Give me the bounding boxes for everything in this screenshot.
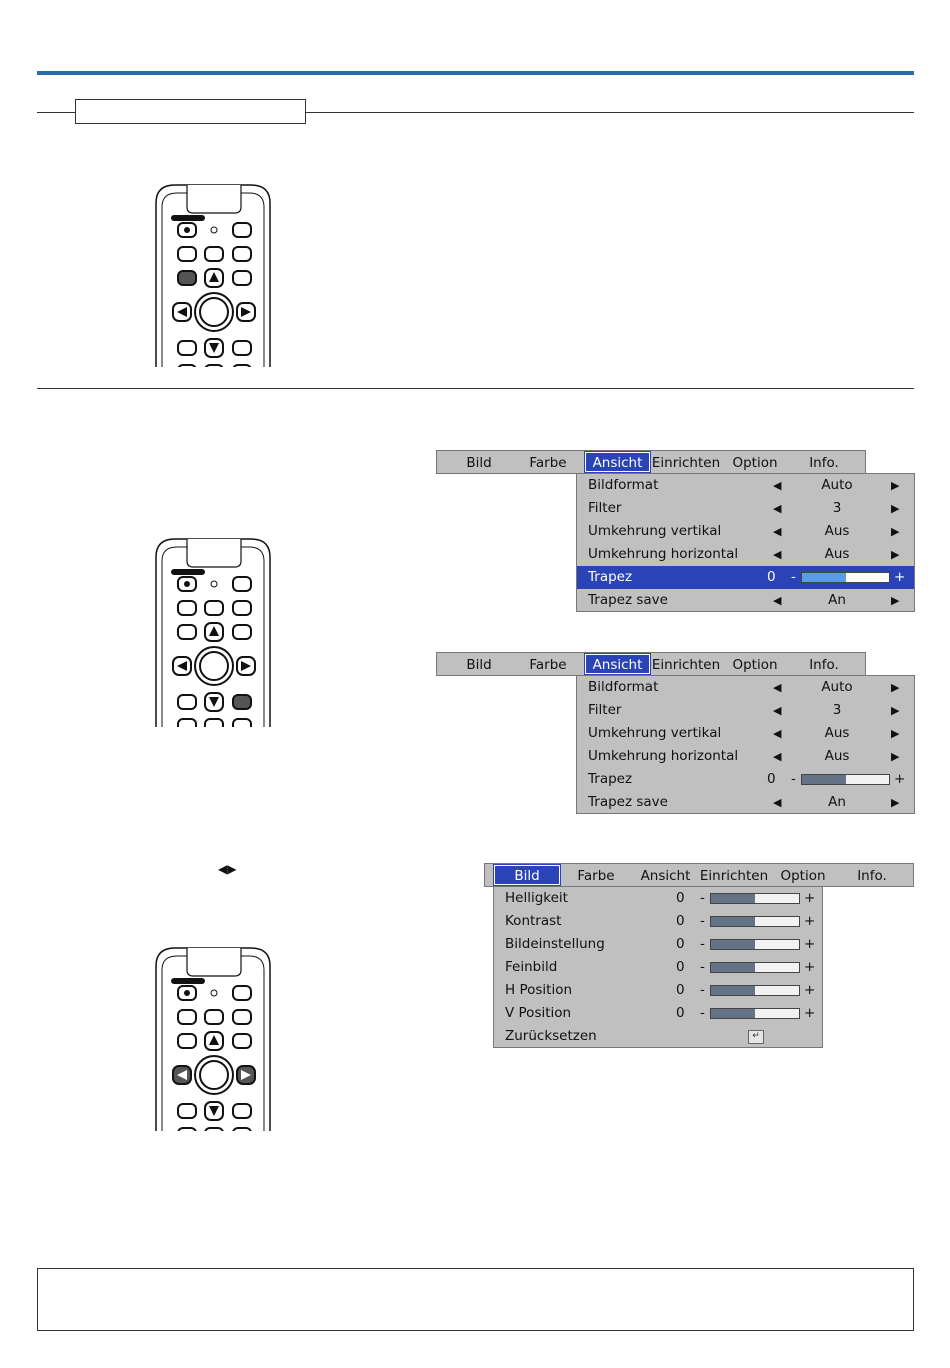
row-label: Trapez [588, 569, 633, 585]
row-label: Trapez save [588, 592, 668, 608]
slider-fill [711, 940, 755, 949]
menu-row-umkehrung-horizontal[interactable] [577, 543, 914, 566]
arrow-left-icon[interactable]: ◀ [773, 479, 782, 492]
row-value: Aus [824, 725, 850, 741]
tab-info[interactable]: Info. [809, 455, 839, 471]
tab-einrichten[interactable]: Einrichten [699, 868, 769, 884]
section-rule-left [37, 112, 75, 113]
h-position-slider[interactable] [710, 985, 800, 996]
arrow-right-icon[interactable]: ▶ [891, 681, 900, 694]
left-right-arrows-icon: ◀▶ [218, 862, 237, 876]
row-value: Aus [824, 523, 850, 539]
slider-minus: - [700, 913, 705, 929]
arrow-left-icon[interactable]: ◀ [773, 681, 782, 694]
tab-farbe[interactable]: Farbe [529, 657, 567, 673]
menu-row-h-position[interactable] [494, 979, 822, 1002]
row-label: Bildformat [588, 477, 659, 493]
row-label: Umkehrung horizontal [588, 748, 739, 764]
tab-option[interactable]: Option [732, 657, 778, 673]
row-label: Umkehrung vertikal [588, 523, 722, 539]
trapez-slider[interactable] [801, 774, 890, 785]
menu-row-umkehrung-vertikal[interactable] [577, 520, 914, 543]
arrow-left-icon[interactable]: ◀ [773, 796, 782, 809]
tab-info[interactable]: Info. [857, 868, 887, 884]
slider-minus: - [700, 982, 705, 998]
slider-fill [711, 986, 755, 995]
row-label: V Position [505, 1005, 572, 1021]
slider-minus: - [700, 890, 705, 906]
row-label: Filter [588, 500, 622, 516]
menu-row-kontrast[interactable] [494, 910, 822, 933]
row-label: H Position [505, 982, 573, 998]
slider-minus: - [700, 959, 705, 975]
row-value: An [828, 794, 846, 810]
slider-fill [711, 894, 755, 903]
slider-fill [711, 1009, 755, 1018]
feinbild-slider[interactable] [710, 962, 800, 973]
row-value: Auto [821, 477, 853, 493]
row-number: 0 [676, 959, 685, 975]
row-label: Kontrast [505, 913, 562, 929]
slider-fill [711, 963, 755, 972]
slider-minus: - [700, 1005, 705, 1021]
arrow-right-icon[interactable]: ▶ [891, 525, 900, 538]
menu-row-v-position[interactable] [494, 1002, 822, 1025]
tab-einrichten[interactable]: Einrichten [651, 657, 721, 673]
osd-menu-bar [436, 652, 866, 676]
tab-bild[interactable]: Bild [493, 864, 561, 886]
kontrast-slider[interactable] [710, 916, 800, 927]
osd-menu-panel [493, 886, 823, 1048]
slider-plus: + [804, 936, 816, 952]
remote-control-illustration [153, 537, 273, 727]
header-rule [37, 71, 914, 75]
menu-row-bildeinstellung[interactable] [494, 933, 822, 956]
menu-row-trapez[interactable] [577, 768, 914, 791]
row-label: Filter [588, 702, 622, 718]
section-rule-right [306, 112, 914, 113]
remote-control-illustration [153, 946, 273, 1131]
osd-menu-bar [484, 863, 914, 887]
section-title-box [75, 99, 306, 124]
tab-bild[interactable]: Bild [466, 657, 492, 673]
arrow-left-icon[interactable]: ◀ [773, 502, 782, 515]
footer-note-box [37, 1268, 914, 1331]
arrow-right-icon[interactable]: ▶ [891, 704, 900, 717]
menu-row-umkehrung-vertikal[interactable] [577, 722, 914, 745]
slider-minus: - [791, 771, 796, 787]
row-value: Aus [824, 748, 850, 764]
arrow-right-icon[interactable]: ▶ [891, 502, 900, 515]
row-number: 0 [676, 913, 685, 929]
tab-einrichten[interactable]: Einrichten [651, 455, 721, 471]
v-position-slider[interactable] [710, 1008, 800, 1019]
row-label: Bildformat [588, 679, 659, 695]
arrow-left-icon[interactable]: ◀ [773, 548, 782, 561]
arrow-left-icon[interactable]: ◀ [773, 704, 782, 717]
arrow-right-icon[interactable]: ▶ [891, 750, 900, 763]
tab-farbe[interactable]: Farbe [529, 455, 567, 471]
tab-ansicht[interactable]: Ansicht [584, 451, 651, 473]
menu-row-trapez-save[interactable] [577, 589, 914, 612]
row-label: Trapez [588, 771, 633, 787]
menu-row-zuruecksetzen[interactable] [494, 1025, 822, 1048]
arrow-right-icon[interactable]: ▶ [891, 479, 900, 492]
menu-row-trapez-save[interactable] [577, 791, 914, 814]
arrow-left-icon[interactable]: ◀ [773, 727, 782, 740]
osd-menu-bar [436, 450, 866, 474]
slider-fill [802, 573, 846, 582]
row-label: Trapez save [588, 794, 668, 810]
tab-ansicht[interactable]: Ansicht [584, 653, 651, 675]
row-label: Bildeinstellung [505, 936, 605, 952]
row-label: Umkehrung vertikal [588, 725, 722, 741]
helligkeit-slider[interactable] [710, 893, 800, 904]
slider-plus: + [894, 569, 906, 585]
osd-menu-panel [576, 675, 915, 814]
row-value: An [828, 592, 846, 608]
slider-plus: + [894, 771, 906, 787]
row-label: Feinbild [505, 959, 558, 975]
row-value: Aus [824, 546, 850, 562]
slider-plus: + [804, 890, 816, 906]
menu-row-feinbild[interactable] [494, 956, 822, 979]
menu-row-filter[interactable] [577, 497, 914, 520]
row-number: 0 [676, 936, 685, 952]
row-number: 0 [676, 982, 685, 998]
menu-row-filter[interactable] [577, 699, 914, 722]
arrow-right-icon[interactable]: ▶ [891, 548, 900, 561]
tab-option[interactable]: Option [780, 868, 826, 884]
row-label: Zurücksetzen [505, 1028, 597, 1044]
arrow-left-icon[interactable]: ◀ [773, 750, 782, 763]
row-label: Helligkeit [505, 890, 568, 906]
menu-row-umkehrung-horizontal[interactable] [577, 745, 914, 768]
slider-plus: + [804, 913, 816, 929]
slider-plus: + [804, 959, 816, 975]
tab-info[interactable]: Info. [809, 657, 839, 673]
slider-plus: + [804, 982, 816, 998]
row-label: Umkehrung horizontal [588, 546, 739, 562]
tab-farbe[interactable]: Farbe [577, 868, 615, 884]
row-number: 0 [676, 1005, 685, 1021]
arrow-left-icon[interactable]: ◀ [773, 594, 782, 607]
row-value: 3 [832, 702, 842, 718]
arrow-right-icon[interactable]: ▶ [891, 594, 900, 607]
row-number: 0 [767, 569, 776, 585]
tab-ansicht[interactable]: Ansicht [640, 868, 691, 884]
divider-rule [37, 388, 914, 389]
enter-icon[interactable]: ↵ [748, 1030, 764, 1044]
bildeinstellung-slider[interactable] [710, 939, 800, 950]
menu-row-bildformat[interactable] [577, 676, 914, 699]
row-number: 0 [767, 771, 776, 787]
row-number: 0 [676, 890, 685, 906]
remote-control-illustration [153, 183, 273, 367]
slider-minus: - [791, 569, 796, 585]
slider-fill [711, 917, 755, 926]
menu-row-helligkeit[interactable] [494, 887, 822, 910]
menu-row-trapez[interactable] [577, 566, 914, 589]
arrow-right-icon[interactable]: ▶ [891, 796, 900, 809]
osd-menu-panel [576, 473, 915, 612]
slider-minus: - [700, 936, 705, 952]
tab-bild[interactable]: Bild [466, 455, 492, 471]
row-value: 3 [832, 500, 842, 516]
tab-option[interactable]: Option [732, 455, 778, 471]
menu-row-bildformat[interactable] [577, 474, 914, 497]
trapez-slider[interactable] [801, 572, 890, 583]
row-value: Auto [821, 679, 853, 695]
slider-fill [802, 775, 846, 784]
slider-plus: + [804, 1005, 816, 1021]
arrow-left-icon[interactable]: ◀ [773, 525, 782, 538]
arrow-right-icon[interactable]: ▶ [891, 727, 900, 740]
